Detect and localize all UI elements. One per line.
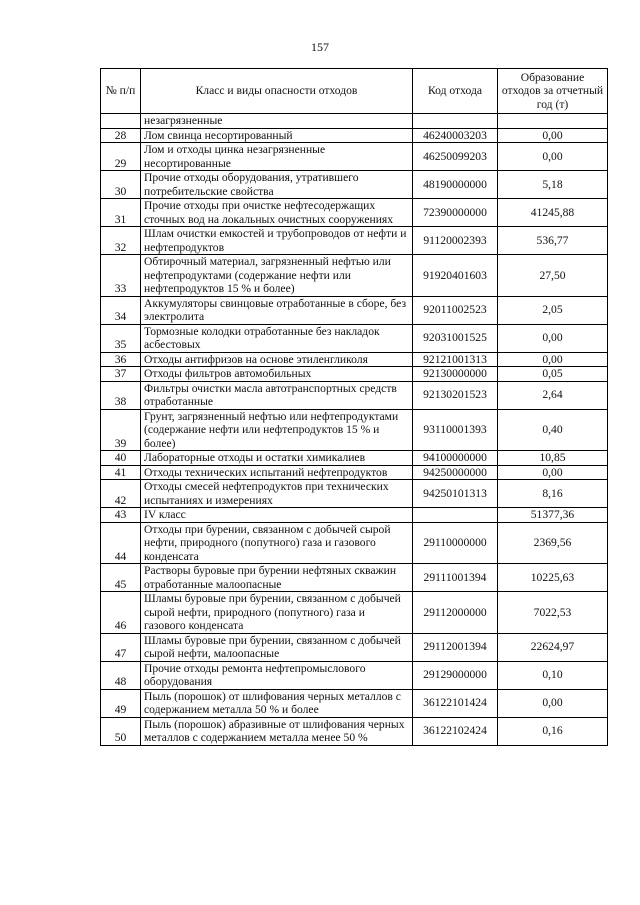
waste-name: Прочие отходы оборудования, утратившего потребительские свойства [141, 171, 413, 199]
waste-code: 92130000000 [413, 367, 498, 382]
waste-amount: 0,16 [498, 717, 608, 745]
waste-code: 29112000000 [413, 592, 498, 634]
row-number: 33 [101, 255, 141, 297]
table-row [101, 128, 608, 143]
table-row [101, 522, 608, 564]
waste-code: 94250000000 [413, 465, 498, 480]
waste-name: IV класс [141, 508, 413, 523]
waste-code: 29110000000 [413, 522, 498, 564]
table-row [101, 367, 608, 382]
waste-code: 36122102424 [413, 717, 498, 745]
row-number: 40 [101, 451, 141, 466]
row-number: 29 [101, 143, 141, 171]
waste-amount: 2,64 [498, 381, 608, 409]
table-row [101, 480, 608, 508]
row-number: 49 [101, 689, 141, 717]
waste-code [413, 114, 498, 129]
waste-code: 29129000000 [413, 661, 498, 689]
waste-amount [498, 114, 608, 129]
waste-code: 91920401603 [413, 255, 498, 297]
row-number: 43 [101, 508, 141, 523]
table-row [101, 717, 608, 745]
table-row [101, 255, 608, 297]
waste-code: 46240003203 [413, 128, 498, 143]
waste-name: Прочие отходы ремонта нефтепромыслового оборудования [141, 661, 413, 689]
waste-name: Шламы буровые при бурении, связанном с добычей сырой нефти, малоопасные [141, 633, 413, 661]
row-number: 38 [101, 381, 141, 409]
waste-name: Лом и отходы цинка незагрязненные несортированные [141, 143, 413, 171]
waste-name: Грунт, загрязненный нефтью или нефтепродуктами (содержание нефти или нефтепродуктов 15 % и более) [141, 409, 413, 451]
waste-name: Лом свинца несортированный [141, 128, 413, 143]
table-row [101, 409, 608, 451]
waste-amount: 536,77 [498, 227, 608, 255]
row-number: 50 [101, 717, 141, 745]
table-header-row [101, 69, 608, 114]
table-row [101, 689, 608, 717]
waste-amount: 0,00 [498, 324, 608, 352]
row-number: 34 [101, 296, 141, 324]
waste-amount: 0,40 [498, 409, 608, 451]
waste-code: 29112001394 [413, 633, 498, 661]
table-row [101, 199, 608, 227]
waste-name: Растворы буровые при бурении нефтяных скважин отработанные малоопасные [141, 564, 413, 592]
waste-code [413, 508, 498, 523]
waste-code: 92031001525 [413, 324, 498, 352]
row-number [101, 114, 141, 129]
table-row [101, 508, 608, 523]
waste-code: 93110001393 [413, 409, 498, 451]
waste-amount: 22624,97 [498, 633, 608, 661]
waste-amount: 0,00 [498, 465, 608, 480]
table-row [101, 564, 608, 592]
table-row [101, 451, 608, 466]
table-body [101, 114, 608, 746]
waste-code: 92011002523 [413, 296, 498, 324]
waste-name: Отходы смесей нефтепродуктов при технических испытаниях и измерениях [141, 480, 413, 508]
row-number: 28 [101, 128, 141, 143]
row-number: 30 [101, 171, 141, 199]
waste-amount: 0,10 [498, 661, 608, 689]
table-row [101, 114, 608, 129]
waste-code: 92121001313 [413, 352, 498, 367]
row-number: 41 [101, 465, 141, 480]
waste-amount: 0,05 [498, 367, 608, 382]
waste-code: 94100000000 [413, 451, 498, 466]
waste-amount: 27,50 [498, 255, 608, 297]
waste-code: 46250099203 [413, 143, 498, 171]
waste-name: Тормозные колодки отработанные без накладок асбестовых [141, 324, 413, 352]
waste-name: Обтирочный материал, загрязненный нефтью или нефтепродуктами (содержание нефти или нефтепродуктов 15 % и более) [141, 255, 413, 297]
waste-amount: 2,05 [498, 296, 608, 324]
waste-amount: 7022,53 [498, 592, 608, 634]
waste-code: 48190000000 [413, 171, 498, 199]
waste-name: Прочие отходы при очистке нефтесодержащих сточных вод на локальных очистных сооружениях [141, 199, 413, 227]
waste-name: незагрязненные [141, 114, 413, 129]
table-row [101, 633, 608, 661]
waste-name: Аккумуляторы свинцовые отработанные в сборе, без электролита [141, 296, 413, 324]
waste-amount: 0,00 [498, 128, 608, 143]
waste-name: Фильтры очистки масла автотранспортных средств отработанные [141, 381, 413, 409]
row-number: 46 [101, 592, 141, 634]
waste-amount: 0,00 [498, 689, 608, 717]
header-waste-amount: Образование отходов за отчетный год (т) [498, 69, 608, 114]
waste-name: Отходы фильтров автомобильных [141, 367, 413, 382]
header-number: № п/п [101, 69, 141, 114]
waste-code: 92130201523 [413, 381, 498, 409]
table-row [101, 592, 608, 634]
waste-amount: 0,00 [498, 143, 608, 171]
waste-name: Шлам очистки емкостей и трубопроводов от нефти и нефтепродуктов [141, 227, 413, 255]
row-number: 45 [101, 564, 141, 592]
waste-amount: 41245,88 [498, 199, 608, 227]
row-number: 31 [101, 199, 141, 227]
row-number: 35 [101, 324, 141, 352]
row-number: 37 [101, 367, 141, 382]
table-row [101, 324, 608, 352]
waste-code: 94250101313 [413, 480, 498, 508]
page-number: 157 [311, 40, 329, 54]
waste-code: 36122101424 [413, 689, 498, 717]
waste-amount: 0,00 [498, 352, 608, 367]
waste-name: Лабораторные отходы и остатки химикалиев [141, 451, 413, 466]
waste-name: Отходы технических испытаний нефтепродуктов [141, 465, 413, 480]
table-row [101, 381, 608, 409]
row-number: 48 [101, 661, 141, 689]
row-number: 39 [101, 409, 141, 451]
waste-code: 91120002393 [413, 227, 498, 255]
row-number: 42 [101, 480, 141, 508]
waste-amount: 10225,63 [498, 564, 608, 592]
table-row [101, 661, 608, 689]
row-number: 47 [101, 633, 141, 661]
table-row [101, 143, 608, 171]
table-row [101, 227, 608, 255]
waste-name: Шламы буровые при бурении, связанном с добычей сырой нефти, природного (попутного) газа и газового конденсата [141, 592, 413, 634]
waste-name: Отходы при бурении, связанном с добычей сырой нефти, природного (попутного) газа и газового конденсата [141, 522, 413, 564]
waste-name: Отходы антифризов на основе этиленгликоля [141, 352, 413, 367]
row-number: 44 [101, 522, 141, 564]
table-row [101, 465, 608, 480]
header-waste-class: Класс и виды опасности отходов [141, 69, 413, 114]
waste-amount: 51377,36 [498, 508, 608, 523]
waste-amount: 2369,56 [498, 522, 608, 564]
row-number: 32 [101, 227, 141, 255]
waste-name: Пыль (порошок) от шлифования черных металлов с содержанием металла 50 % и более [141, 689, 413, 717]
header-waste-code: Код отхода [413, 69, 498, 114]
waste-name: Пыль (порошок) абразивные от шлифования черных металлов с содержанием металла менее 50 % [141, 717, 413, 745]
waste-code: 72390000000 [413, 199, 498, 227]
waste-table [100, 68, 608, 746]
table-row [101, 296, 608, 324]
waste-amount: 5,18 [498, 171, 608, 199]
table-row [101, 171, 608, 199]
waste-amount: 8,16 [498, 480, 608, 508]
table-row [101, 352, 608, 367]
waste-code: 29111001394 [413, 564, 498, 592]
waste-amount: 10,85 [498, 451, 608, 466]
row-number: 36 [101, 352, 141, 367]
